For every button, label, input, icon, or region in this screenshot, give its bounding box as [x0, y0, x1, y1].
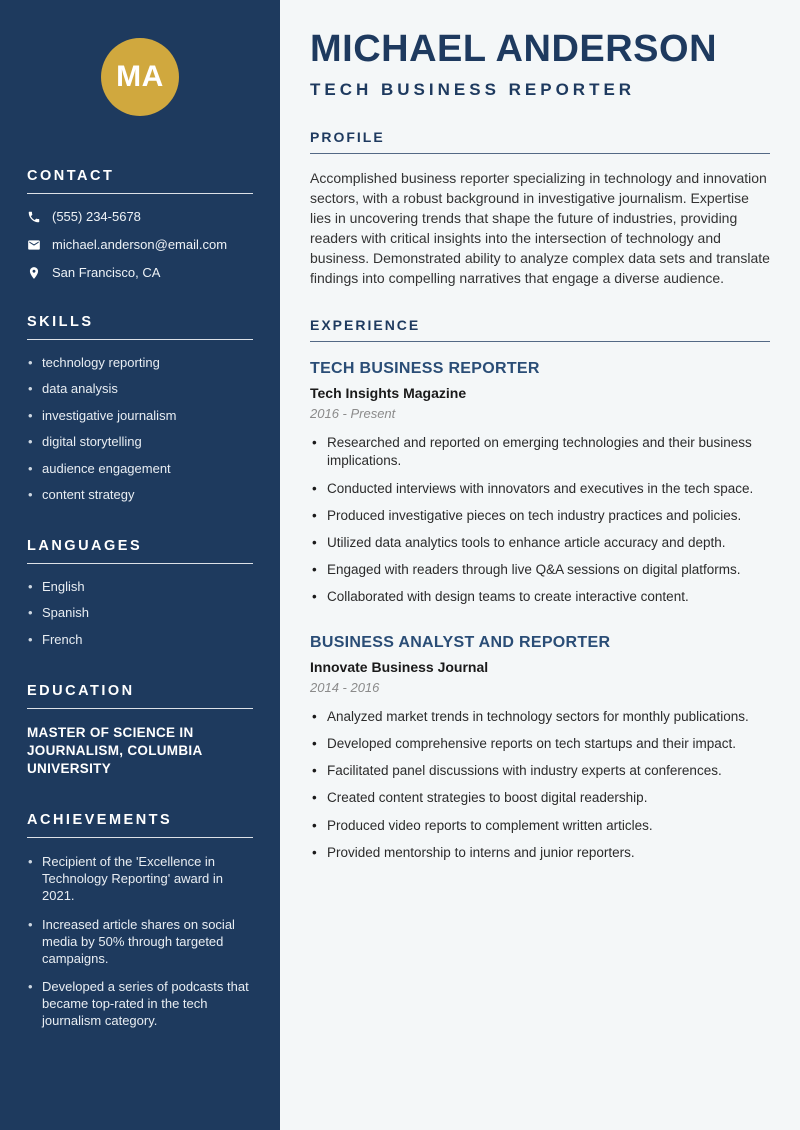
- job-bullet-list: [310, 708, 770, 862]
- achievements-heading: ACHIEVEMENTS: [27, 812, 253, 838]
- email-value: michael.anderson@email.com: [52, 237, 228, 252]
- experience-job-2: [310, 634, 770, 862]
- contact-heading: CONTACT: [27, 168, 253, 194]
- profile-heading: PROFILE: [310, 129, 770, 154]
- education-section: [27, 683, 253, 779]
- job-bullet: • Provided mentorship to interns and junior reporters.: [310, 844, 760, 862]
- languages-list: [27, 579, 253, 649]
- job-bullet: • Utilized data analytics tools to enhance article accuracy and depth.: [310, 534, 760, 552]
- job-dates: 2016 - Present: [310, 406, 396, 422]
- job-bullet: • Produced investigative pieces on tech industry practices and policies.: [310, 507, 760, 525]
- avatar: [101, 38, 179, 116]
- contact-section: [27, 168, 253, 280]
- job-bullet: • Developed comprehensive reports on tech startups and their impact.: [310, 735, 760, 753]
- languages-section: [27, 538, 253, 649]
- languages-heading: LANGUAGES: [27, 538, 253, 564]
- contact-email-row: [27, 237, 253, 252]
- candidate-name: MICHAEL ANDERSON: [310, 28, 718, 70]
- job-dates: 2014 - 2016: [310, 679, 380, 695]
- resume-main: [280, 0, 800, 1130]
- achievements-list: [27, 853, 253, 1029]
- job-bullet-list: [310, 434, 770, 607]
- experience-heading: EXPERIENCE: [310, 317, 770, 342]
- skill-item: • technology reporting: [27, 355, 253, 372]
- education-degree: MASTER OF SCIENCE IN JOURNALISM, COLUMBIA UNIVERSITY: [27, 724, 202, 776]
- achievement-item: • Developed a series of podcasts that became top-rated in the tech journalism category.: [27, 978, 253, 1029]
- contact-phone-row: [27, 209, 253, 224]
- profile-text: Accomplished business reporter specializing in technology and innovation sectors, with a robust background in investigative journalism. Expertise lies in uncovering trends that shape the future of industries, providing readers with critical insights into the intersection of technology and business. Demonstrated ability to analyze complex data sets and translate findings into compelling narratives that engage a diverse audience.: [310, 170, 770, 287]
- experience-section: [310, 317, 770, 862]
- achievements-section: [27, 812, 253, 1029]
- skill-item: • content strategy: [27, 487, 253, 504]
- profile-section: [310, 129, 770, 288]
- skill-item: • investigative journalism: [27, 408, 253, 425]
- job-company: Innovate Business Journal: [310, 658, 489, 675]
- job-bullet: • Analyzed market trends in technology sectors for monthly publications.: [310, 708, 760, 726]
- skills-section: [27, 314, 253, 504]
- resume-sidebar: [0, 0, 280, 1130]
- education-heading: EDUCATION: [27, 683, 253, 709]
- candidate-job-title: TECH BUSINESS REPORTER: [310, 80, 636, 99]
- language-item: • Spanish: [27, 605, 253, 622]
- job-bullet: • Created content strategies to boost digital readership.: [310, 789, 760, 807]
- skills-list: [27, 355, 253, 504]
- job-company: Tech Insights Magazine: [310, 385, 467, 402]
- job-bullet: • Researched and reported on emerging technologies and their business implications.: [310, 434, 760, 470]
- skill-item: • data analysis: [27, 381, 253, 398]
- job-title: BUSINESS ANALYST AND REPORTER: [310, 633, 611, 651]
- skill-item: • audience engagement: [27, 461, 253, 478]
- location-icon: [27, 266, 41, 280]
- job-bullet: • Facilitated panel discussions with industry experts at conferences.: [310, 762, 760, 780]
- avatar-initials: MA: [116, 60, 164, 93]
- job-bullet: • Produced video reports to complement written articles.: [310, 817, 760, 835]
- language-item: • English: [27, 579, 253, 596]
- phone-value: (555) 234-5678: [52, 209, 141, 224]
- job-bullet: • Conducted interviews with innovators and executives in the tech space.: [310, 480, 760, 498]
- achievement-item: • Recipient of the 'Excellence in Technology Reporting' award in 2021.: [27, 853, 253, 904]
- language-item: • French: [27, 632, 253, 649]
- location-value: San Francisco, CA: [52, 265, 161, 280]
- skills-heading: SKILLS: [27, 314, 253, 340]
- job-bullet: • Collaborated with design teams to create interactive content.: [310, 588, 760, 606]
- phone-icon: [27, 210, 41, 224]
- job-bullet: • Engaged with readers through live Q&A sessions on digital platforms.: [310, 561, 760, 579]
- email-icon: [27, 238, 41, 252]
- skill-item: • digital storytelling: [27, 434, 253, 451]
- achievement-item: • Increased article shares on social media by 50% through targeted campaigns.: [27, 916, 253, 967]
- contact-location-row: [27, 265, 253, 280]
- experience-job-1: [310, 360, 770, 607]
- job-title: TECH BUSINESS REPORTER: [310, 360, 540, 378]
